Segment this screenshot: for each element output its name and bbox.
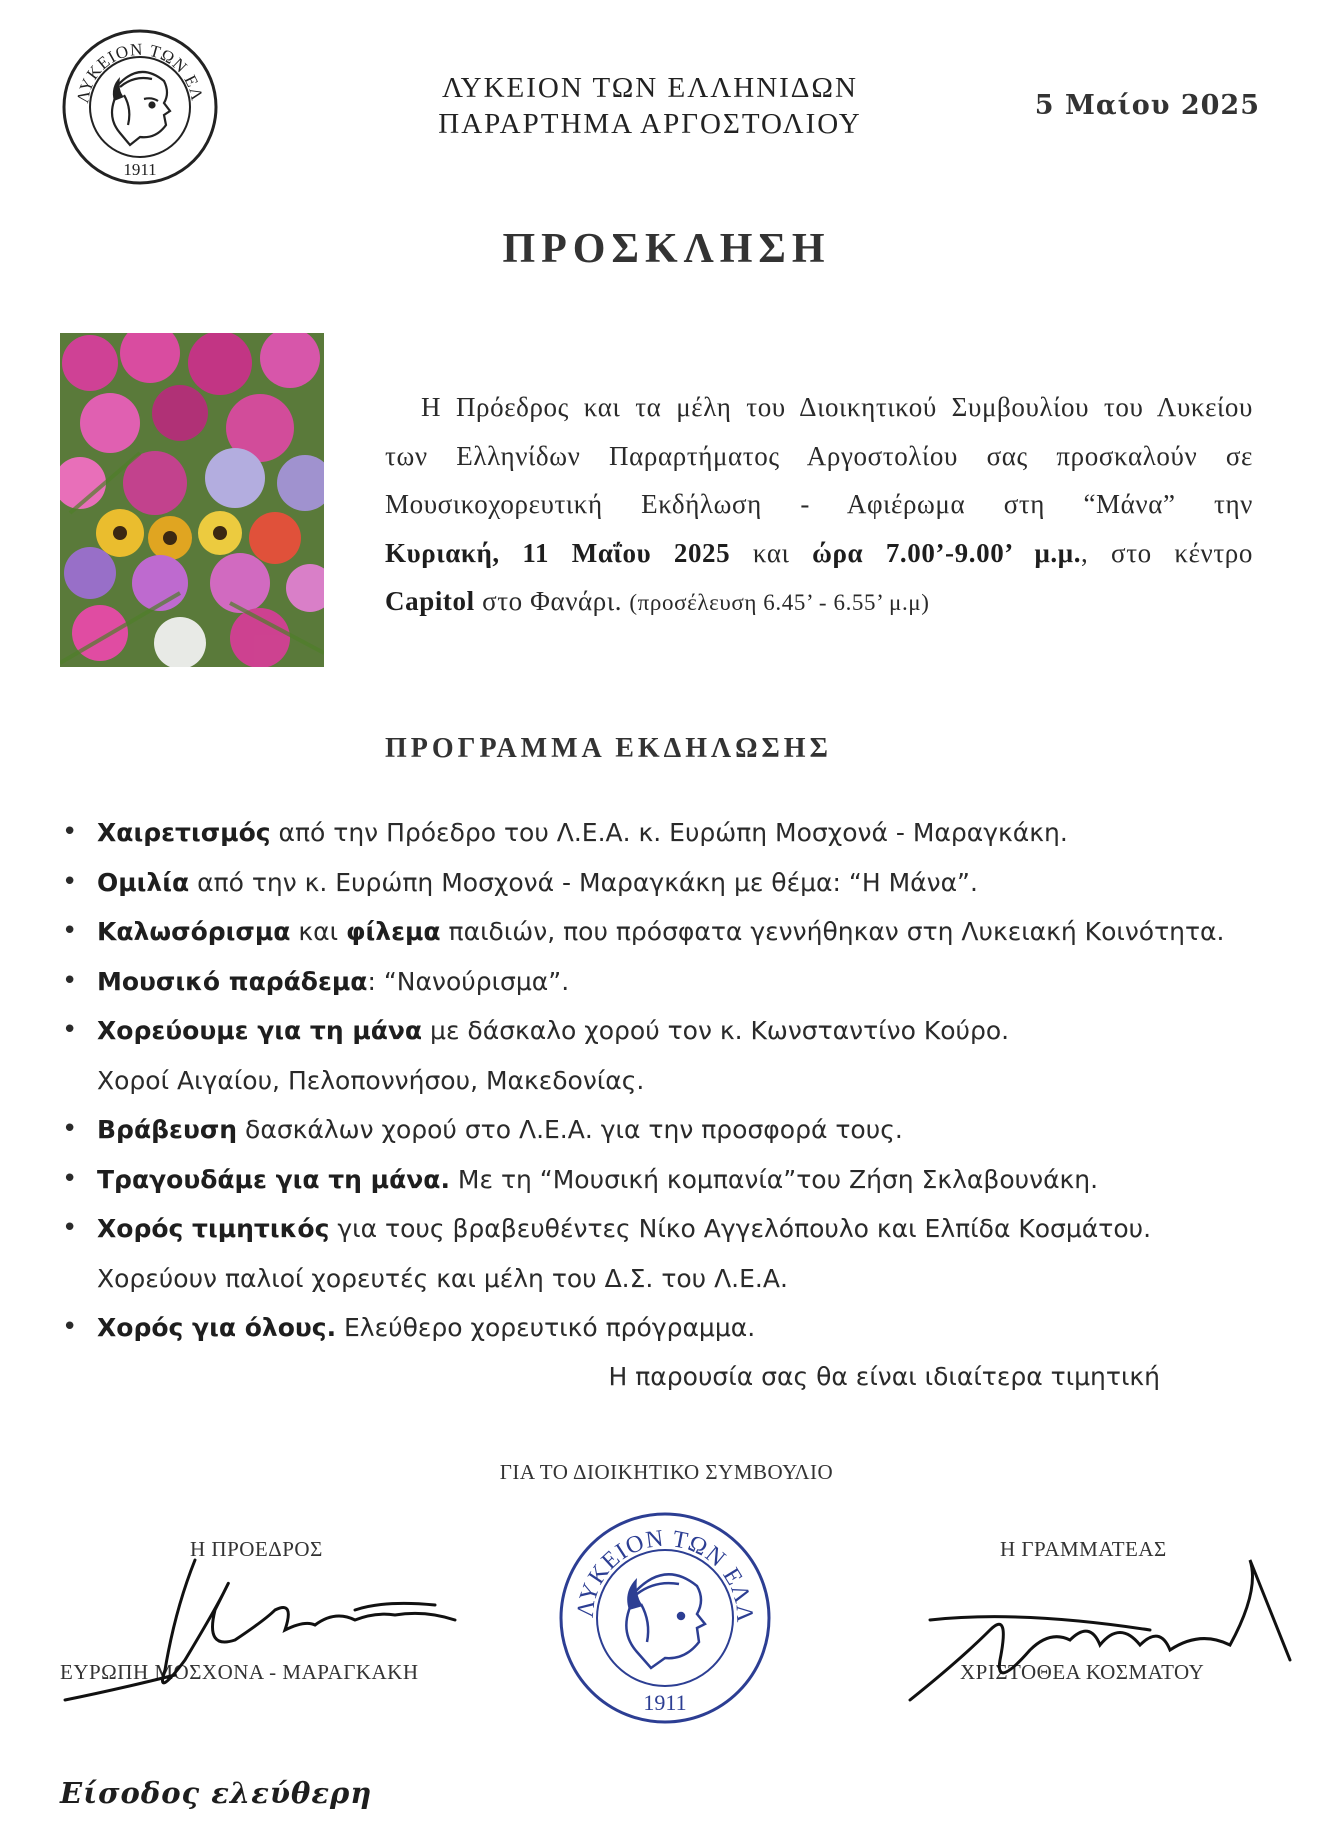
secretary-signature: [900, 1550, 1300, 1710]
invitation-line-1: Η Πρόεδρος και τα μέλη του Διοικητικού Συμβουλίου του Λυκείου: [421, 392, 1253, 422]
item-highlight: Μουσικό παράδεμα: [97, 966, 368, 996]
lyceum-logo: [60, 15, 220, 195]
stamp-ring-text: ΛΥΚΕΙΟΝ ΤΩΝ ΕΛΛ: [572, 1525, 758, 1624]
item-text: δασκάλων χορού στο Λ.Ε.Α. για την προσφορά τους.: [237, 1115, 903, 1144]
item-highlight: Τραγουδάμε για τη μάνα.: [97, 1164, 450, 1194]
programme-list: [60, 808, 1280, 1353]
list-item: [60, 957, 1280, 1007]
free-entry-note: Είσοδος ελεύθερη: [60, 1776, 373, 1810]
item-highlight: Χορός για όλους.: [97, 1313, 337, 1342]
secretary-title: Η ΓΡΑΜΜΑΤΕΑΣ: [1000, 1537, 1167, 1561]
list-item: [60, 858, 1280, 908]
list-item: [60, 1006, 1280, 1105]
item-highlight: Χορός τιμητικός: [97, 1214, 330, 1243]
item-text: Ελεύθερο χορευτικό πρόγραμμα.: [336, 1313, 756, 1342]
invitation-text: [385, 383, 1253, 628]
item-text: από την Πρόεδρο του Λ.Ε.Α. κ. Ευρώπη Μοσχονά - Μαραγκάκη.: [270, 818, 1068, 847]
closing-text: Η παρουσία σας θα είναι ιδιαίτερα τιμητική: [608, 1362, 1160, 1391]
list-item: [60, 808, 1280, 858]
and-text: και: [752, 537, 790, 568]
invitation-line-5: [385, 577, 1253, 628]
item-text: και: [290, 917, 346, 946]
event-day: Κυριακή, 11 Μαΐου 2025: [385, 537, 731, 568]
president-title: Η ΠΡΟΕΔΡΟΣ: [190, 1537, 323, 1561]
item-text: Με τη “Μουσική κομπανία”του Ζήση Σκλαβουνάκη.: [449, 1164, 1099, 1194]
list-item: [60, 907, 1280, 957]
item-highlight: Χορεύουμε για τη μάνα: [97, 1016, 423, 1045]
lyceum-stamp: [555, 1500, 775, 1730]
board-heading: ΓΙΑ ΤΟ ΔΙΟΙΚΗΤΙΚΟ ΣΥΜΒΟΥΛΙΟ: [499, 1460, 834, 1484]
arrival-time: (προσέλευση 6.45’ - 6.55’ μ.μ): [629, 590, 930, 615]
secretary-name: ΧΡΙΣΤΟΘΕΑ ΚΟΣΜΑΤΟΥ: [960, 1660, 1205, 1684]
org-line-2: ΠΑΡΑΡΤΗΜΑ ΑΡΓΟΣΤΟΛΙΟΥ: [438, 108, 862, 140]
venue-location: στο Φανάρι.: [482, 586, 623, 616]
president-signature: [55, 1550, 475, 1710]
venue-name: Capitol: [385, 586, 475, 616]
item-text: παιδιών, που πρόσφατα γεννήθηκαν στη Λυκειακή Κοινότητα.: [440, 917, 1225, 946]
item-text: : “Νανούρισμα”.: [367, 966, 570, 996]
invitation-line-4: [385, 529, 1253, 578]
item-highlight: Βράβευση: [97, 1115, 238, 1144]
item-highlight: φίλεμα: [346, 917, 441, 946]
list-item: [60, 1303, 1280, 1353]
item-text: με δάσκαλο χορού τον κ. Κωνσταντίνο Κούρο.: [422, 1016, 1010, 1045]
invitation-line-3: Μουσικοχορευτική Εκδήλωση - Αφιέρωμα στη “Μάνα” την: [385, 489, 1253, 519]
president-name: ΕΥΡΩΠΗ ΜΟΣΧΟΝΑ - ΜΑΡΑΓΚΑΚΗ: [60, 1660, 419, 1684]
item-text: για τους βραβευθέντες Νίκο Αγγελόπουλο και Ελπίδα Κοσμάτου.: [329, 1214, 1152, 1243]
org-line-1: ΛΥΚΕΙΟΝ ΤΩΝ ΕΛΛΗΝΙΔΩΝ: [442, 72, 858, 104]
document-date: 5 Μαίου 2025: [1034, 90, 1260, 121]
list-item: [60, 1155, 1280, 1205]
logo-year: 1911: [123, 160, 157, 179]
item-highlight: Χαιρετισμός: [97, 818, 271, 847]
item-highlight: Ομιλία: [97, 867, 190, 897]
item-text-continued: Χοροί Αιγαίου, Πελοποννήσου, Μακεδονίας.: [97, 1065, 645, 1095]
page-title: ΠΡΟΣΚΛΗΣΗ: [502, 226, 831, 272]
logo-ring-text: ΛΥΚΕΙΟΝ ΤΩΝ ΕΛ: [73, 39, 207, 105]
list-item: [60, 1204, 1280, 1303]
invitation-line-2: των Ελληνίδων Παραρτήματος Αργοστολίου σας προσκαλούν σε: [385, 440, 1253, 471]
item-highlight: Καλωσόρισμα: [97, 917, 291, 946]
organization-name: [400, 70, 900, 142]
stamp-year: 1911: [643, 1690, 687, 1715]
item-text-continued: Χορεύουν παλιοί χορευτές και μέλη του Δ.Σ. του Λ.Ε.Α.: [97, 1263, 788, 1293]
programme-title: ΠΡΟΓΡΑΜΜΑ ΕΚΔΗΛΩΣΗΣ: [385, 733, 832, 764]
event-time: ώρα 7.00’-9.00’ μ.μ.: [812, 537, 1082, 568]
list-item: [60, 1105, 1280, 1155]
item-text: από την κ. Ευρώπη Μοσχονά - Μαραγκάκη με θέμα: “Η Μάνα”.: [189, 867, 978, 897]
flowers-photo: [60, 333, 324, 667]
svg-text:ΛΥΚΕΙΟΝ ΤΩΝ ΕΛΛΗΝΙΔΩΝ: [555, 1500, 757, 1624]
venue-prefix: , στο κέντρο: [1081, 537, 1253, 568]
